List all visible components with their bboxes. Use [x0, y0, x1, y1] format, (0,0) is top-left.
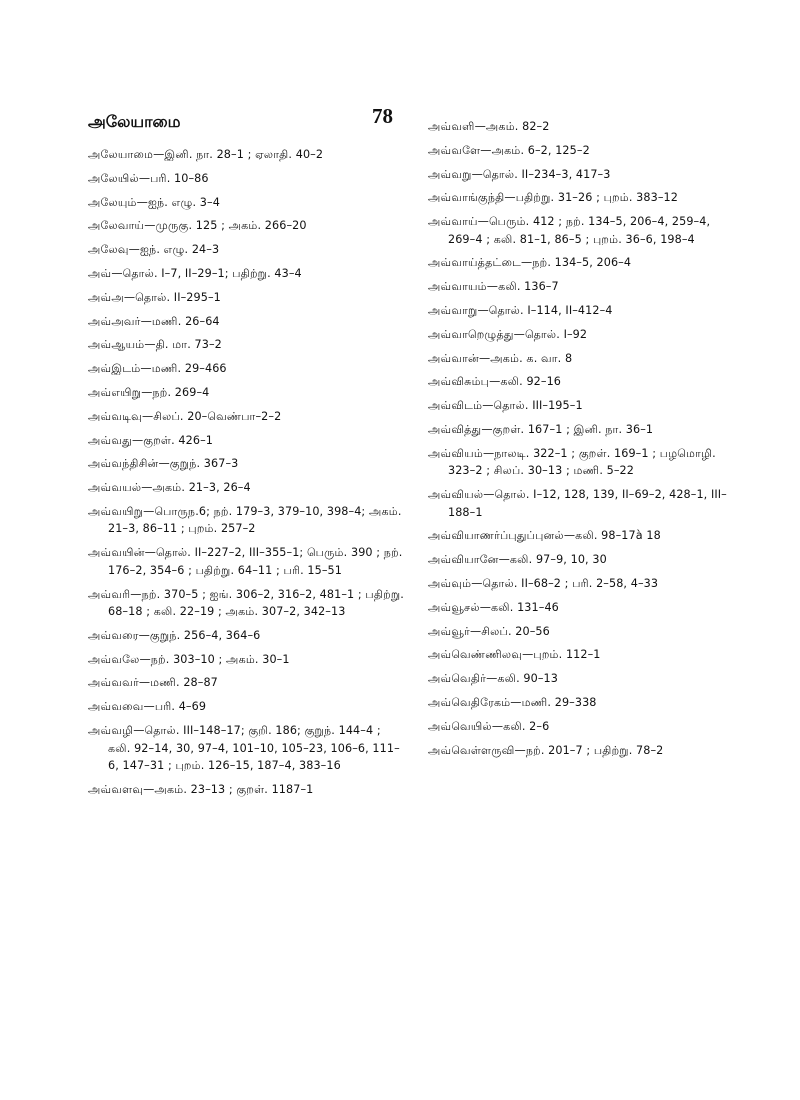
index-entry: அவ்வாறெழுத்து—தொல். I–92 [428, 327, 588, 341]
index-entry: அவ்வெள்ளருவி—நற். 201–7 ; பதிற்று. 78–2 [428, 743, 664, 757]
index-entry: அவ்ஆயம்—தி. மா. 73–2 [88, 338, 222, 352]
index-entry: அவ்வது—குறள். 426–1 [88, 433, 213, 447]
right-column [428, 118, 730, 765]
index-entry: அலேயில்—பரி. 10–86 [88, 171, 209, 185]
index-entry: அலேயும்—ஐந். எழு. 3–4 [88, 195, 220, 209]
index-entry: அவ்வரி—நற். 370–5 ; ஐங். 306–2, 316–2, 481–1 ; பதிற்று. 68–18 ; கலி. 22–19 ; அகம். 307–2, 342–13 [88, 587, 404, 619]
index-entry: அவ்வியாணர்ப்புதுப்புனல்—கலி. 98–17à 18 [428, 529, 661, 543]
index-entry: அவ்வாயம்—கலி. 136–7 [428, 280, 559, 294]
index-entry: அவ்வாறு—தொல். I–114, II–412–4 [428, 304, 613, 318]
index-entry: அலேயாமை—இனி. நா. 28–1 ; ஏலாதி. 40–2 [88, 148, 324, 161]
left-column [88, 146, 406, 805]
index-entry: அவ்வயின்—தொல். II–227–2, III–355–1; பெரும். 390 ; நற். 176–2, 354–6 ; பதிற்று. 64–11 ; பரி. 15–51 [88, 546, 403, 577]
index-entry: அலேவாய்—முருகு. 125 ; அகம். 266–20 [88, 219, 307, 233]
index-entry: அவ்வளவு—அகம். 23–13 ; குறள். 1187–1 [88, 782, 314, 796]
index-entry: அவ்வூசல்—கலி. 131–46 [428, 600, 559, 614]
index-entry: அவ்வரை—குறுந். 256–4, 364–6 [88, 628, 261, 642]
index-entry: அவ்வடிவு—சிலப். 20–வெண்பா–2–2 [88, 409, 282, 423]
index-entry: அவ்வித்து—குறள். 167–1 ; இனி. நா. 36–1 [428, 423, 654, 437]
index-entry: அவ்வியம்—நாலடி. 322–1 ; குறள். 169–1 ; பழமொழி. 323–2 ; சிலப். 30–13 ; மணி. 5–22 [428, 446, 716, 478]
index-entry: அவ்வளே—அகம். 6–2, 125–2 [428, 143, 590, 157]
index-entry: அலேவு—ஐந். எழு. 24–3 [88, 243, 220, 257]
index-entry: அவ்வூர்—சிலப். 20–56 [428, 624, 550, 638]
index-entry: அவ்அ—தொல். II–295–1 [88, 290, 221, 304]
index-entry: அவ்வயிறு—பொருந.6; நற். 179–3, 379–10, 398–4; அகம். 21–3, 86–11 ; புறம். 257–2 [88, 504, 402, 536]
index-entry: அவ்வாய்—பெரும். 412 ; நற். 134–5, 206–4, 259–4, 269–4 ; கலி. 81–1, 86–5 ; புறம். 36–6, 198–4 [428, 215, 711, 246]
page-number: 78 [372, 104, 393, 128]
index-entry: அவ்எயிறு—நற். 269–4 [88, 385, 210, 399]
running-head: அலேயாமை [88, 112, 181, 131]
index-entry: அவ்வலே—நற். 303–10 ; அகம். 30–1 [88, 652, 290, 666]
index-entry: அவ்வவர்—மணி. 28–87 [88, 676, 218, 690]
index-entry: அவ்—தொல். I–7, II–29–1; பதிற்று. 43–4 [88, 266, 302, 280]
index-entry: அவ்வாங்குந்தி—பதிற்று. 31–26 ; புறம். 383–12 [428, 191, 678, 205]
index-entry: அவ்வான்—அகம். க. வா. 8 [428, 351, 573, 365]
index-entry: அவ்விடம்—தொல். III–195–1 [428, 399, 583, 413]
index-entry: அவ்வெயில்—கலி. 2–6 [428, 719, 550, 733]
index-entry: அவ்வாய்த்தட்டை—நற். 134–5, 206–4 [428, 256, 632, 270]
index-entry: அவ்வெதிர்—கலி. 90–13 [428, 672, 558, 686]
index-entry: அவ்வயல்—அகம். 21–3, 26–4 [88, 481, 251, 495]
index-entry: அவ்வவை—பரி. 4–69 [88, 700, 207, 714]
index-entry: அவ்வும்—தொல். II–68–2 ; பரி. 2–58, 4–33 [428, 577, 659, 591]
index-entry: அவ்வெண்ணிலவு—புறம். 112–1 [428, 648, 601, 662]
index-entry: அவ்வளி—அகம். 82–2 [428, 120, 550, 133]
index-entry: அவ்வெதிரேகம்—மணி. 29–338 [428, 696, 597, 710]
index-entry: அவ்இடம்—மணி. 29–466 [88, 362, 227, 376]
index-entry: அவ்வழி—தொல். III–148–17; குறி. 186; குறுந். 144–4 ; கலி. 92–14, 30, 97–4, 101–10, 105–23, 106–6, 111–6, 147–31 ; புறம். 126–15, 187–4, 383–16 [88, 724, 400, 773]
index-entry: அவ்விசும்பு—கலி. 92–16 [428, 375, 562, 389]
index-entry: அவ்வியானே—கலி. 97–9, 10, 30 [428, 553, 607, 567]
index-entry: அவ்வியல்—தொல். I–12, 128, 139, II–69–2, 428–1, III–188–1 [428, 488, 727, 519]
index-entry: அவ்வந்திசின்—குறுந். 367–3 [88, 457, 239, 471]
index-entry: அவ்வறு—தொல். II–234–3, 417–3 [428, 167, 611, 181]
index-entry: அவ்அவர்—மணி. 26–64 [88, 314, 220, 328]
